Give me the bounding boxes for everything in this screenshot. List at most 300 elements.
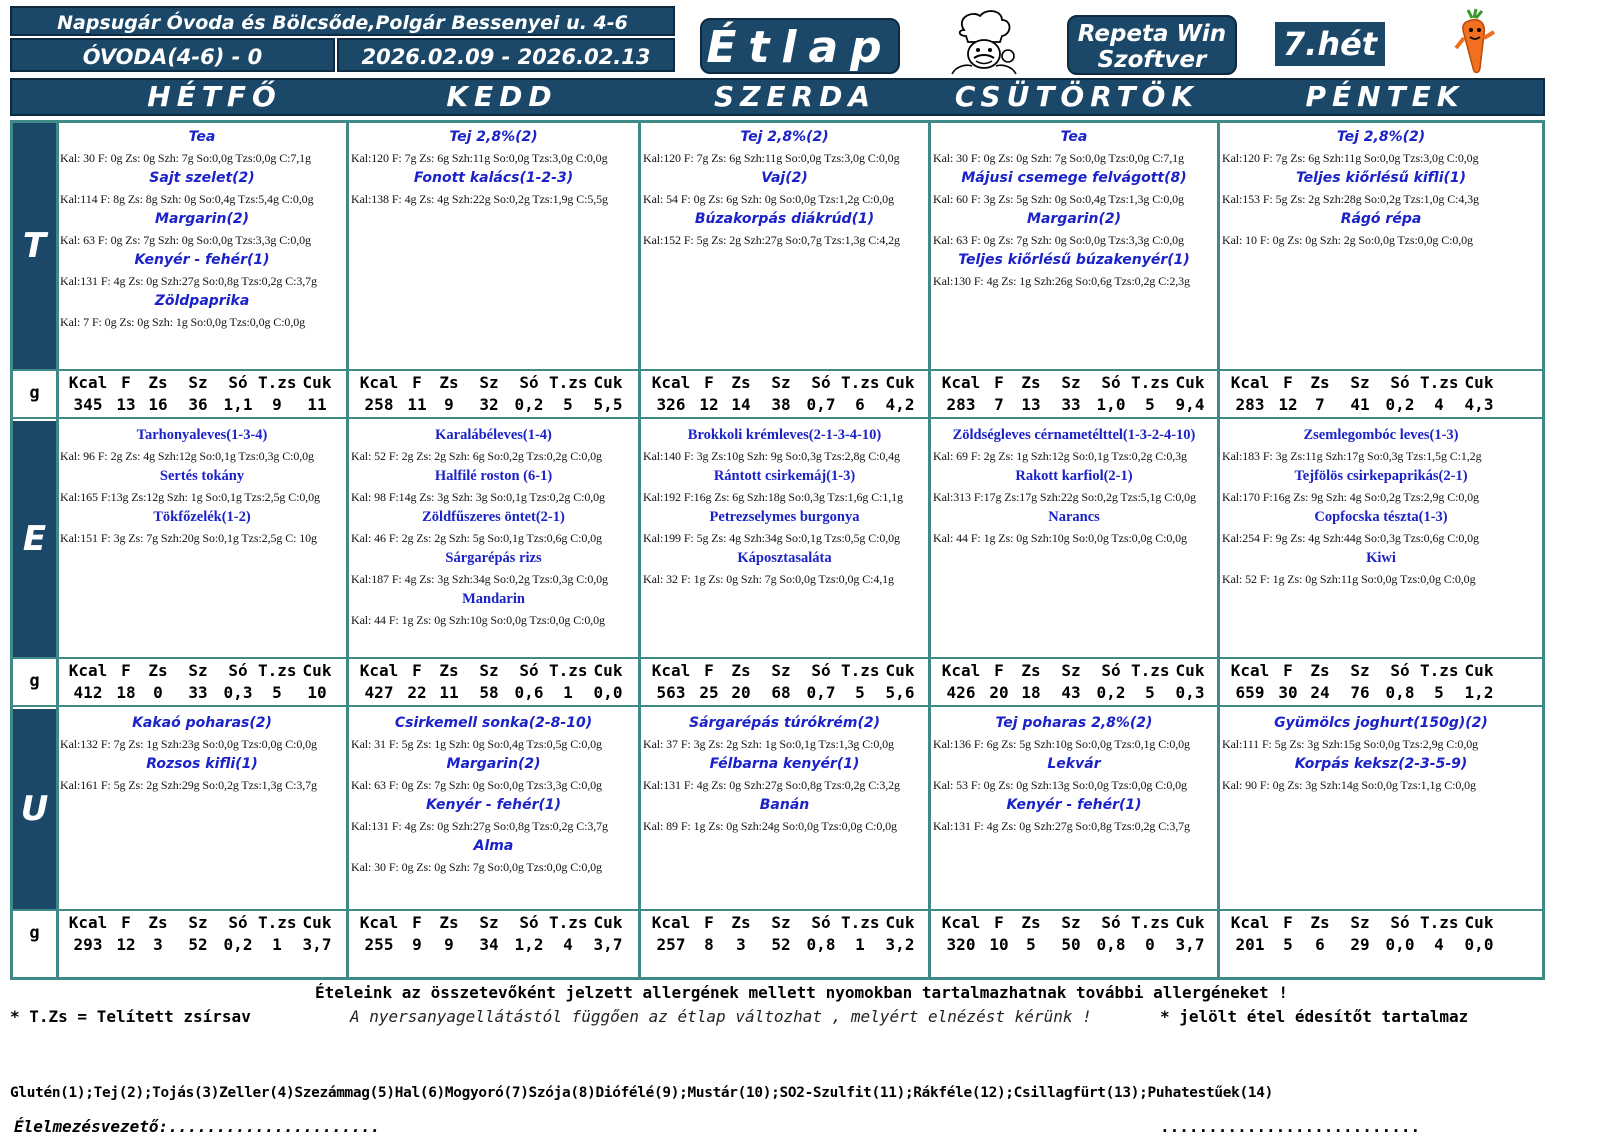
menu-item [641, 550, 928, 587]
dish-name: Rozsos kifli(1) [146, 756, 258, 772]
day-header-row [10, 78, 1545, 116]
totals-block [645, 371, 921, 415]
totals-value: 201 [1235, 934, 1265, 954]
day-wednesday: SZERDA [713, 80, 877, 113]
totals-value: 9 [412, 934, 422, 954]
dish-name: Gyümölcs joghurt(150g)(2) [1274, 715, 1488, 731]
column-separator [56, 123, 59, 977]
dish-name: Petrezselymes burgonya [709, 509, 860, 525]
nutrition-line: Kal: 63 F: 0g Zs: 7g Szh: 0g So:0,0g Tzs:3,3g C:0,0g [933, 233, 1184, 247]
menu-cell-u-friday [1220, 709, 1542, 909]
totals-header: Kcal [68, 660, 108, 680]
totals-value: 5 [855, 682, 865, 702]
totals-value: 52 [771, 934, 791, 954]
dish-name: Rágó répa [1340, 211, 1422, 227]
totals-value: 43 [1061, 682, 1081, 702]
totals-header: Só [228, 372, 248, 392]
nutrition-line: Kal: 44 F: 1g Zs: 0g Szh:10g So:0,0g Tzs:0,0g C:0,0g [933, 531, 1187, 545]
menu-item [1220, 211, 1542, 248]
totals-value: 5 [1145, 394, 1155, 414]
menu-item [1220, 468, 1542, 505]
totals-header: T.zs [1131, 372, 1170, 392]
totals-value: 13 [116, 394, 136, 414]
totals-value: 3,7 [593, 934, 623, 954]
totals-values-row [1224, 393, 1500, 415]
nutrition-line: Kal: 31 F: 5g Zs: 1g Szh: 0g So:0,4g Tzs:0,5g C:0,0g [351, 737, 602, 751]
totals-header: Kcal [651, 372, 691, 392]
totals-block [62, 659, 338, 703]
totals-value: 4,3 [1464, 394, 1494, 414]
totals-header: Cuk [593, 912, 623, 932]
totals-value: 0,7 [806, 394, 836, 414]
totals-header: Sz [1350, 372, 1370, 392]
totals-header: T.zs [841, 372, 880, 392]
totals-value: 24 [1310, 682, 1330, 702]
totals-header: Kcal [941, 372, 981, 392]
totals-value: 1,0 [1096, 394, 1126, 414]
carrot-mascot-icon [1452, 8, 1498, 76]
dish-name: Margarin(2) [1027, 211, 1121, 227]
nutrition-line: Kal: 96 F: 2g Zs: 4g Szh:12g So:0,1g Tzs:0,3g C:0,0g [60, 449, 314, 463]
school-name: Napsugár Óvoda és Bölcsőde,Polgár Bessenyei u. 4-6 [10, 6, 675, 36]
totals-values-row [353, 393, 629, 415]
totals-value: 9 [444, 394, 454, 414]
totals-header: Sz [188, 912, 208, 932]
menu-item [931, 715, 1217, 752]
dish-name: Zöldfűszeres öntet(2-1) [422, 509, 565, 525]
totals-header: Zs [1310, 912, 1330, 932]
totals-header: F [121, 912, 131, 932]
totals-value: 257 [656, 934, 686, 954]
totals-value: 11 [407, 394, 427, 414]
menu-item [641, 211, 928, 248]
totals-value: 33 [1061, 394, 1081, 414]
nutrition-line: Kal:136 F: 6g Zs: 5g Szh:10g So:0,0g Tzs:0,1g C:0,0g [933, 737, 1190, 751]
totals-header: Kcal [1230, 912, 1270, 932]
totals-value: 7 [1315, 394, 1325, 414]
totals-header: T.zs [1131, 660, 1170, 680]
gram-label: g [29, 671, 40, 691]
menu-item [1220, 427, 1542, 464]
dish-name: Zsemlegombóc leves(1-3) [1303, 427, 1459, 443]
totals-value: 22 [407, 682, 427, 702]
dish-name: Copfocska tészta(1-3) [1314, 509, 1448, 525]
totals-header: Kcal [68, 372, 108, 392]
totals-header: Sz [771, 912, 791, 932]
totals-value: 426 [946, 682, 976, 702]
totals-value: 68 [771, 682, 791, 702]
totals-header: F [994, 912, 1004, 932]
menu-item [641, 468, 928, 505]
totals-header: F [412, 912, 422, 932]
totals-value: 0,3 [1175, 682, 1205, 702]
totals-header: Kcal [1230, 660, 1270, 680]
totals-header: Só [811, 372, 831, 392]
totals-values-row [62, 681, 338, 703]
nutrition-line: Kal:152 F: 5g Zs: 2g Szh:27g So:0,7g Tzs:1,3g C:4,2g [643, 233, 900, 247]
dish-name: Halfilé roston (6-1) [434, 468, 553, 484]
column-separator [928, 123, 931, 977]
totals-header: Sz [1061, 372, 1081, 392]
totals-value: 345 [73, 394, 103, 414]
totals-header: F [412, 660, 422, 680]
totals-header: F [994, 660, 1004, 680]
totals-header: Zs [1021, 912, 1041, 932]
totals-header: Só [811, 660, 831, 680]
totals-value: 3,7 [302, 934, 332, 954]
dish-name: Kiwi [1366, 550, 1396, 566]
totals-value: 0,7 [806, 682, 836, 702]
totals-value: 3,7 [1175, 934, 1205, 954]
menu-item [58, 170, 346, 207]
totals-value: 0,0 [593, 682, 623, 702]
dish-name: Alma [473, 838, 514, 854]
day-thursday: CSÜTÖRTÖK [954, 80, 1200, 113]
nutrition-line: Kal:111 F: 5g Zs: 3g Szh:15g So:0,0g Tzs:2,9g C:0,0g [1222, 737, 1479, 751]
totals-header: Zs [731, 372, 751, 392]
menu-cell-t-wednesday [641, 123, 928, 369]
totals-value: 30 [1278, 682, 1298, 702]
meal-separator [13, 417, 1542, 419]
totals-block [935, 371, 1211, 415]
totals-value: 412 [73, 682, 103, 702]
totals-header: Sz [479, 912, 499, 932]
totals-value: 4 [1434, 934, 1444, 954]
totals-block [353, 371, 629, 415]
totals-header: F [994, 372, 1004, 392]
totals-values-row [935, 681, 1211, 703]
totals-header-row [645, 659, 921, 681]
totals-header: Sz [1350, 660, 1370, 680]
nutrition-line: Kal: 44 F: 1g Zs: 0g Szh:10g So:0,0g Tzs:0,0g C:0,0g [351, 613, 605, 627]
menu-item [58, 129, 346, 166]
totals-value: 5 [1026, 934, 1036, 954]
totals-value: 18 [116, 682, 136, 702]
totals-value: 0,6 [514, 682, 544, 702]
totals-header: Só [228, 660, 248, 680]
totals-header-row [1224, 911, 1500, 933]
day-tuesday: KEDD [446, 80, 558, 113]
dish-name: Kenyér - fehér(1) [134, 252, 270, 268]
totals-value: 1 [272, 934, 282, 954]
menu-item [349, 427, 638, 464]
totals-header: Kcal [651, 660, 691, 680]
totals-value: 4,2 [885, 394, 915, 414]
gram-label: g [29, 923, 40, 943]
totals-value: 52 [188, 934, 208, 954]
nutrition-line: Kal:131 F: 4g Zs: 0g Szh:27g So:0,8g Tzs:0,2g C:3,2g [643, 778, 900, 792]
menu-grid [10, 120, 1545, 980]
totals-header: Zs [1021, 660, 1041, 680]
dish-name: Zöldpaprika [154, 293, 250, 309]
totals-header-row [645, 911, 921, 933]
totals-value: 13 [1021, 394, 1041, 414]
totals-header: Zs [731, 912, 751, 932]
totals-block [645, 659, 921, 703]
dish-name: Margarin(2) [155, 211, 249, 227]
totals-header: Zs [1310, 660, 1330, 680]
totals-value: 258 [364, 394, 394, 414]
totals-header: Zs [148, 912, 168, 932]
totals-header: T.zs [1420, 372, 1459, 392]
menu-item [1220, 170, 1542, 207]
totals-value: 50 [1061, 934, 1081, 954]
totals-block [1224, 911, 1500, 955]
totals-header: Sz [771, 660, 791, 680]
dish-name: Tea [1060, 129, 1088, 145]
dish-name: Káposztasaláta [737, 550, 832, 566]
totals-header: Kcal [359, 372, 399, 392]
menu-cell-u-tuesday [349, 709, 638, 909]
totals-value: 0,2 [1385, 394, 1415, 414]
totals-value: 38 [771, 394, 791, 414]
totals-header: Cuk [1464, 372, 1494, 392]
menu-cell-e-wednesday [641, 421, 928, 657]
totals-header: Sz [188, 660, 208, 680]
totals-value: 20 [989, 682, 1009, 702]
menu-item [58, 468, 346, 505]
totals-header-row [1224, 371, 1500, 393]
totals-value: 0,8 [1385, 682, 1415, 702]
dish-name: Félbarna kenyér(1) [709, 756, 860, 772]
totals-header-row [62, 659, 338, 681]
menu-item [641, 170, 928, 207]
menu-item [1220, 756, 1542, 793]
totals-header: Kcal [359, 912, 399, 932]
totals-header: T.zs [1131, 912, 1170, 932]
totals-header: Zs [1021, 372, 1041, 392]
dish-name: Búzakorpás diákrúd(1) [694, 211, 875, 227]
nutrition-line: Kal: 60 F: 3g Zs: 5g Szh: 0g So:0,4g Tzs:1,3g C:0,0g [933, 192, 1184, 206]
nutrition-line: Kal: 30 F: 0g Zs: 0g Szh: 7g So:0,0g Tzs:0,0g C:0,0g [351, 860, 602, 874]
dish-name: Vaj(2) [761, 170, 808, 186]
menu-item [349, 797, 638, 834]
totals-value: 3 [153, 934, 163, 954]
totals-header: Sz [479, 660, 499, 680]
menu-cell-u-thursday [931, 709, 1217, 909]
totals-header: F [121, 372, 131, 392]
meal-label-t: T [13, 123, 56, 369]
totals-value: 11 [307, 394, 327, 414]
menu-item [641, 715, 928, 752]
totals-header: Cuk [302, 660, 332, 680]
totals-value: 659 [1235, 682, 1265, 702]
totals-value: 320 [946, 934, 976, 954]
nutrition-line: Kal:199 F: 5g Zs: 4g Szh:34g So:0,1g Tzs:0,5g C:0,0g [643, 531, 900, 545]
nutrition-line: Kal: 10 F: 0g Zs: 0g Szh: 2g So:0,0g Tzs:0,0g C:0,0g [1222, 233, 1473, 247]
totals-value: 326 [656, 394, 686, 414]
meal-separator [13, 705, 1542, 707]
menu-item [58, 509, 346, 546]
change-note: A nyersanyagellátástól függően az étlap változhat , melyért elnézést kérünk ! [350, 1007, 1092, 1026]
menu-item [349, 715, 638, 752]
nutrition-line: Kal:151 F: 3g Zs: 7g Szh:20g So:0,1g Tzs:2,5g C: 10g [60, 531, 317, 545]
totals-header: Cuk [885, 660, 915, 680]
totals-value: 9 [272, 394, 282, 414]
totals-header: Só [519, 660, 539, 680]
totals-header: Kcal [1230, 372, 1270, 392]
totals-value: 283 [1235, 394, 1265, 414]
totals-header: Sz [1061, 660, 1081, 680]
totals-values-row [935, 393, 1211, 415]
signature-line: ........................... [1160, 1117, 1421, 1135]
dish-name: Teljes kiőrlésű kifli(1) [1295, 170, 1467, 186]
menu-item [1220, 715, 1542, 752]
totals-value: 9,4 [1175, 394, 1205, 414]
dish-name: Tej 2,8%(2) [449, 129, 538, 145]
totals-header: Sz [188, 372, 208, 392]
totals-value: 0,3 [223, 682, 253, 702]
menu-item [349, 170, 638, 207]
totals-header: T.zs [258, 912, 297, 932]
totals-header: Só [1390, 912, 1410, 932]
meal-label-e: E [13, 421, 56, 657]
tzs-note: * T.Zs = Telített zsírsav [10, 1007, 251, 1026]
menu-cell-e-monday [58, 421, 346, 657]
nutrition-line: Kal:170 F:16g Zs: 9g Szh: 4g So:0,2g Tzs:2,9g C:0,0g [1222, 490, 1479, 504]
menu-item [349, 838, 638, 875]
totals-value: 0 [153, 682, 163, 702]
totals-header-row [1224, 659, 1500, 681]
manager-signature: Élelmezésvezető:...................... [14, 1117, 381, 1135]
totals-value: 12 [1278, 394, 1298, 414]
totals-header: Kcal [941, 660, 981, 680]
menu-item [1220, 509, 1542, 546]
totals-value: 0,2 [514, 394, 544, 414]
totals-header: Kcal [359, 660, 399, 680]
dish-name: Tea [188, 129, 216, 145]
totals-value: 32 [479, 394, 499, 414]
totals-header: Zs [731, 660, 751, 680]
nutrition-line: Kal: 89 F: 1g Zs: 0g Szh:24g So:0,0g Tzs:0,0g C:0,0g [643, 819, 897, 833]
menu-item [931, 756, 1217, 793]
totals-value: 5,6 [885, 682, 915, 702]
nutrition-line: Kal: 69 F: 2g Zs: 1g Szh:12g So:0,1g Tzs:0,2g C:0,3g [933, 449, 1187, 463]
menu-cell-e-friday [1220, 421, 1542, 657]
totals-header-row [353, 659, 629, 681]
totals-value: 8 [704, 934, 714, 954]
totals-value: 11 [439, 682, 459, 702]
totals-value: 1,2 [1464, 682, 1494, 702]
totals-header: Só [811, 912, 831, 932]
totals-value: 0,8 [1096, 934, 1126, 954]
totals-value: 12 [116, 934, 136, 954]
software-badge [1067, 15, 1237, 75]
totals-header: T.zs [549, 372, 588, 392]
dish-name: Sárgarépás rizs [445, 550, 542, 566]
totals-header: Só [228, 912, 248, 932]
totals-value: 6 [855, 394, 865, 414]
totals-value: 5 [1434, 682, 1444, 702]
dish-name: Rántott csirkemáj(1-3) [713, 468, 856, 484]
dish-name: Tej 2,8%(2) [1336, 129, 1426, 145]
totals-values-row [353, 681, 629, 703]
nutrition-line: Kal: 63 F: 0g Zs: 7g Szh: 0g So:0,0g Tzs:3,3g C:0,0g [60, 233, 311, 247]
totals-header-row [935, 371, 1211, 393]
totals-header: Cuk [1175, 912, 1205, 932]
totals-value: 0,8 [806, 934, 836, 954]
menu-item [931, 468, 1217, 505]
menu-item [931, 252, 1217, 289]
menu-item [641, 129, 928, 166]
group-label: ÓVODA(4-6) - 0 [10, 38, 335, 72]
menu-item [641, 756, 928, 793]
totals-header: T.zs [258, 660, 297, 680]
nutrition-line: Kal: 90 F: 0g Zs: 3g Szh:14g So:0,0g Tzs:1,1g C:0,0g [1222, 778, 1476, 792]
totals-header: Só [1101, 912, 1121, 932]
dish-name: Zöldségleves cérnametélttel(1-3-2-4-10) [952, 427, 1196, 443]
dish-name: Korpás keksz(2-3-5-9) [1294, 756, 1468, 772]
totals-value: 5 [1283, 934, 1293, 954]
menu-item [349, 756, 638, 793]
totals-header: T.zs [841, 912, 880, 932]
totals-value: 0 [1145, 934, 1155, 954]
totals-value: 5 [563, 394, 573, 414]
nutrition-line: Kal:254 F: 9g Zs: 4g Szh:44g So:0,3g Tzs:0,6g C:0,0g [1222, 531, 1479, 545]
nutrition-line: Kal:138 F: 4g Zs: 4g Szh:22g So:0,2g Tzs:1,9g C:5,5g [351, 192, 608, 206]
menu-item [641, 797, 928, 834]
nutrition-line: Kal:153 F: 5g Zs: 2g Szh:28g So:0,2g Tzs:1,0g C:4,3g [1222, 192, 1479, 206]
nutrition-line: Kal: 30 F: 0g Zs: 0g Szh: 7g So:0,0g Tzs:0,0g C:7,1g [933, 151, 1184, 165]
totals-value: 58 [479, 682, 499, 702]
totals-value: 0,2 [223, 934, 253, 954]
dish-name: Kenyér - fehér(1) [1006, 797, 1142, 813]
totals-value: 76 [1350, 682, 1370, 702]
totals-value: 0,0 [1464, 934, 1494, 954]
totals-header: Sz [1061, 912, 1081, 932]
menu-item [931, 129, 1217, 166]
menu-item [931, 427, 1217, 464]
totals-value: 5 [1145, 682, 1155, 702]
totals-value: 10 [989, 934, 1009, 954]
totals-value: 5 [272, 682, 282, 702]
menu-item [58, 293, 346, 330]
nutrition-line: Kal:140 F: 3g Zs:10g Szh: 9g So:0,3g Tzs:2,8g C:0,4g [643, 449, 900, 463]
nutrition-line: Kal: 7 F: 0g Zs: 0g Szh: 1g So:0,0g Tzs:0,0g C:0,0g [60, 315, 306, 329]
menu-item [931, 797, 1217, 834]
totals-block [62, 911, 338, 955]
totals-value: 9 [444, 934, 454, 954]
nutrition-line: Kal:131 F: 4g Zs: 0g Szh:27g So:0,8g Tzs:0,2g C:3,7g [933, 819, 1190, 833]
totals-header: T.zs [549, 912, 588, 932]
totals-header: Kcal [941, 912, 981, 932]
totals-value: 1 [855, 934, 865, 954]
dish-name: Narancs [1048, 509, 1100, 525]
column-separator [638, 123, 641, 977]
menu-item [349, 550, 638, 587]
nutrition-line: Kal:192 F:16g Zs: 6g Szh:18g So:0,3g Tzs:1,6g C:1,1g [643, 490, 903, 504]
allergen-warning: Ételeink az összetevőként jelzett allergének mellett nyomokban tartalmazhatnak további allergéneket ! [315, 983, 1288, 1002]
totals-value: 29 [1350, 934, 1370, 954]
totals-values-row [353, 933, 629, 955]
totals-header: Cuk [885, 912, 915, 932]
software-name: Repeta Win [1077, 21, 1227, 47]
totals-value: 255 [364, 934, 394, 954]
totals-header-row [62, 371, 338, 393]
dish-name: Kakaó poharas(2) [132, 715, 272, 731]
totals-header: Zs [1310, 372, 1330, 392]
totals-value: 16 [148, 394, 168, 414]
dish-name: Mandarin [462, 591, 525, 607]
totals-header: Zs [148, 372, 168, 392]
totals-header: Cuk [302, 912, 332, 932]
totals-header: Kcal [651, 912, 691, 932]
menu-item [58, 715, 346, 752]
totals-block [935, 911, 1211, 955]
nutrition-line: Kal: 54 F: 0g Zs: 6g Szh: 0g So:0,0g Tzs:1,2g C:0,0g [643, 192, 894, 206]
totals-header: Kcal [68, 912, 108, 932]
totals-value: 25 [699, 682, 719, 702]
